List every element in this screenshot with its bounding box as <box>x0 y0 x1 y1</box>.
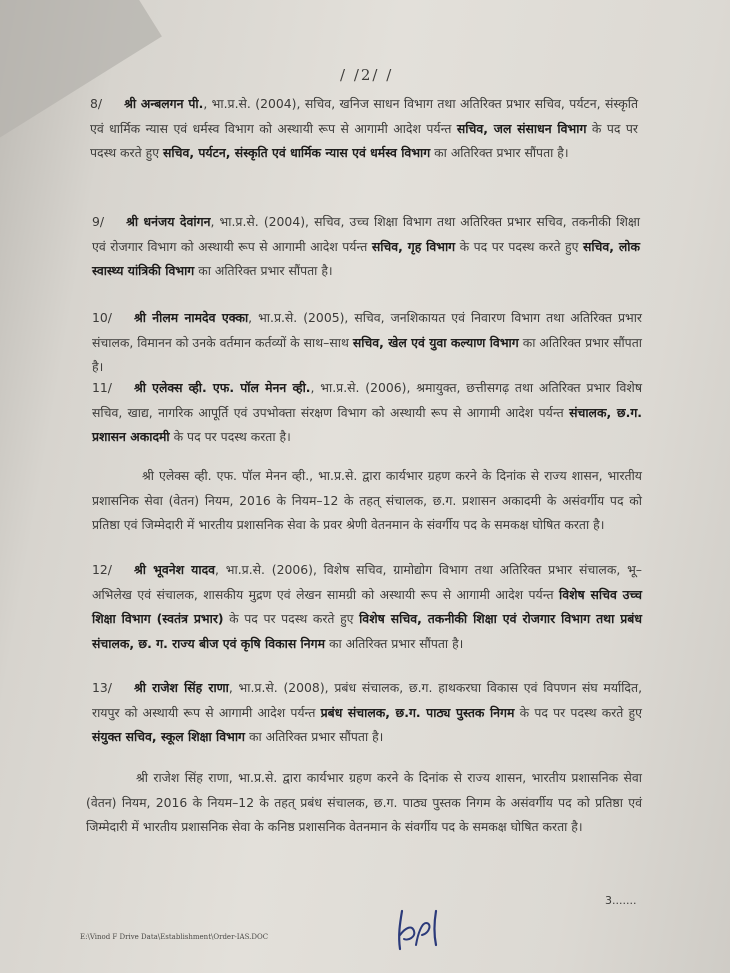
officer-name: श्री भूवनेश यादव <box>133 562 216 577</box>
posting-bold: सचिव, जल संसाधन विभाग <box>456 120 587 136</box>
text-run: , भा.प्र.से. (2004), सचिव, उच्च शिक्षा विभाग तथा अतिरिक्त प्रभार सचिव, तकनीकी शिक्षा एवं रोजगार विभाग को अस्थायी रूप से आगामी आदेश पर्यन्त <box>92 214 640 254</box>
charge-bold: सचिव, खेल एवं युवा कल्याण विभाग <box>352 334 519 350</box>
officer-name: श्री नीलम नामदेव एक्का <box>133 310 249 325</box>
text-run: के पद पर पदस्थ करते हुए <box>223 611 360 626</box>
text-run: का अतिरिक्त प्रभार सौंपता है। <box>430 145 569 160</box>
item-number: 11/ <box>92 380 112 395</box>
text-run: , भा.प्र.से. (2005), सचिव, जनशिकायत एवं निवारण विभाग तथा अतिरिक्त प्रभार संचालक, विमानन को उनके वर्तमान कर्तव्यों के साथ–साथ <box>92 310 642 350</box>
text-run: , भा.प्र.से. (2006), विशेष सचिव, ग्रामोद्योग विभाग तथा अतिरिक्त प्रभार संचालक, भू–अभिलेख एवं संचालक, शासकीय मुद्रण एवं लेखन सामग्री को अस्थायी रूप से आगामी आदेश पर्यन्त <box>92 562 642 602</box>
page-number: / /2/ / <box>340 66 394 84</box>
charge-bold: सचिव, लोक स्वास्थ्य यांत्रिकी विभाग <box>92 238 640 278</box>
officer-name: श्री राजेश सिंह राणा <box>133 680 229 695</box>
officer-name: श्री धनंजय देवांगन <box>126 214 211 229</box>
text-run: , भा.प्र.से. (2006), श्रमायुक्त, छत्तीसगढ़ तथा अतिरिक्त प्रभार विशेष सचिव, खाद्य, नागरिक आपूर्ति एवं उपभोक्ता संरक्षण विभाग को अस्थायी रूप से आगामी आदेश पर्यन्त <box>92 380 642 420</box>
text-run: का अतिरिक्त प्रभार सौंपता है। <box>92 334 642 374</box>
charge-bold: विशेष सचिव, तकनीकी शिक्षा एवं रोजगार विभाग तथा प्रबंध संचालक, छ. ग. राज्य बीज एवं कृषि विकास निगम <box>92 611 643 651</box>
signature-mark <box>392 905 450 955</box>
order-item-13-declaration <box>86 766 642 840</box>
text-run: का अतिरिक्त प्रभार सौंपता है। <box>245 729 384 744</box>
item-number: 12/ <box>92 562 112 577</box>
charge-bold: संयुक्त सचिव, स्कूल शिक्षा विभाग <box>92 729 246 744</box>
posting-bold: प्रबंध संचालक, छ.ग. पाठ्य पुस्तक निगम <box>320 704 515 720</box>
continuation-marker: 3....... <box>605 894 637 907</box>
officer-name: श्री एलेक्स व्ही. एफ. पॉल मेनन व्ही. <box>133 380 311 395</box>
text-run: के पद पर पदस्थ करते हुए <box>90 120 638 160</box>
order-item-11 <box>92 376 642 450</box>
posting-bold: सचिव, गृह विभाग <box>371 238 456 254</box>
text-run: के पद पर पदस्थ करते हुए <box>514 704 642 720</box>
text-run: श्री एलेक्स व्ही. एफ. पॉल मेनन व्ही., भा.प्र.से. द्वारा कार्यभार ग्रहण करने के दिनांक से राज्य शासन, भारतीय प्रशासनिक सेवा (वेतन) नियम, 2016 के नियम–12 के तहत् संचालक, छ.ग. प्रशासन अकादमी के असंवर्गीय पद को प्रतिष्ठा एवं जिम्मेदारी में भारतीय प्रशासनिक सेवा के प्रवर श्रेणी वेतनमान के संवर्गीय पद के समकक्ष घोषित करता है। <box>92 468 642 532</box>
text-run: , भा.प्र.से. (2004), सचिव, खनिज साधन विभाग तथा अतिरिक्त प्रभार सचिव, पर्यटन, संस्कृति एवं धार्मिक न्यास एवं धर्मस्व विभाग को अस्थायी रूप से आगामी आदेश पर्यन्त <box>90 96 639 136</box>
order-item-12 <box>92 558 642 656</box>
officer-name: श्री अन्बलगन पी. <box>124 96 204 111</box>
text-run: , भा.प्र.से. (2008), प्रबंध संचालक, छ.ग. हाथकरघा विकास एवं विपणन संघ मर्यादित, रायपुर को अस्थायी रूप से आगामी आदेश पर्यन्त <box>92 680 643 720</box>
posting-bold: विशेष सचिव उच्च शिक्षा विभाग (स्वतंत्र प्रभार) <box>92 586 642 626</box>
order-item-10 <box>92 306 642 380</box>
text-run: श्री राजेश सिंह राणा, भा.प्र.से. द्वारा कार्यभार ग्रहण करने के दिनांक से राज्य शासन, भारतीय प्रशासनिक सेवा (वेतन) नियम, 2016 के नियम–12 के तहत् प्रबंध संचालक, छ.ग. पाठ्य पुस्तक निगम के असंवर्गीय पद को प्रतिष्ठा एवं जिम्मेदारी में भारतीय प्रशासनिक सेवा के कनिष्ठ प्रशासनिक वेतनमान के संवर्गीय पद के समकक्ष घोषित करता है। <box>86 770 642 834</box>
text-run: का अतिरिक्त प्रभार सौंपता है। <box>194 263 333 278</box>
item-number: 8/ <box>90 96 103 111</box>
item-number: 13/ <box>92 680 112 695</box>
text-run: के पद पर पदस्थ करते हुए <box>455 238 583 254</box>
item-number: 9/ <box>92 214 105 229</box>
order-item-9 <box>92 210 640 284</box>
order-item-8 <box>90 92 638 166</box>
file-path-footer: E:\Vinod F Drive Data\Establishment\Order-IAS.DOC <box>80 933 269 941</box>
order-item-11-declaration <box>92 464 642 538</box>
text-run: का अतिरिक्त प्रभार सौंपता है। <box>325 635 464 651</box>
charge-bold: सचिव, पर्यटन, संस्कृति एवं धार्मिक न्यास एवं धर्मस्व विभाग <box>163 145 431 160</box>
item-number: 10/ <box>92 310 112 325</box>
text-run: के पद पर पदस्थ करता है। <box>169 429 291 444</box>
posting-bold: संचालक, छ.ग. प्रशासन अकादमी <box>92 404 642 444</box>
order-item-13 <box>92 676 642 750</box>
